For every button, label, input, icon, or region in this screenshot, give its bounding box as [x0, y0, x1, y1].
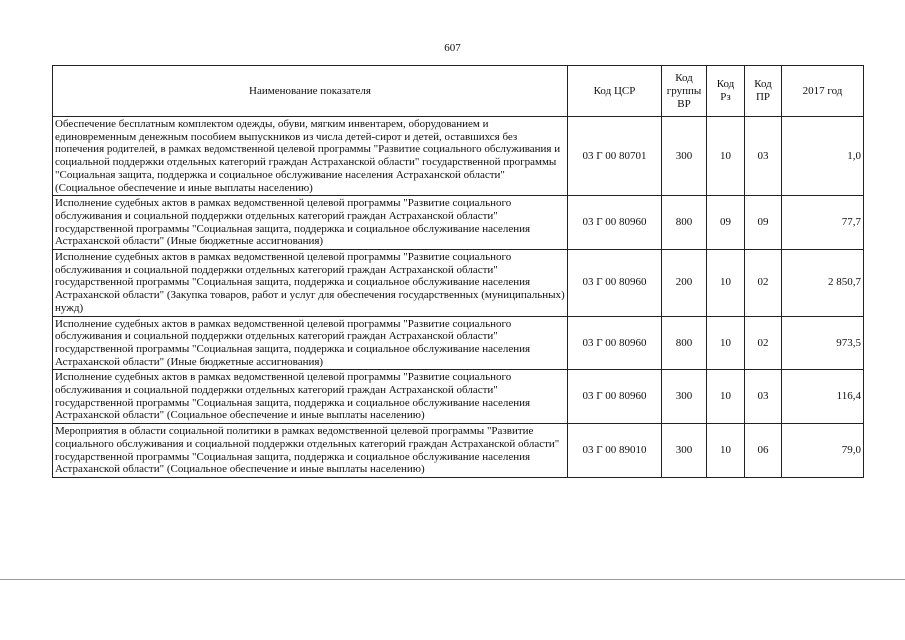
row-value: 79,0 [782, 424, 864, 478]
header-rz [707, 66, 745, 117]
table-row [53, 424, 864, 478]
table-row [53, 117, 864, 196]
row-csr: 03 Г 00 80960 [568, 316, 662, 370]
header-rz-line1: Код [716, 78, 735, 90]
header-rz-line2: Рз [720, 91, 731, 103]
row-value: 1,0 [782, 117, 864, 196]
row-value: 116,4 [782, 370, 864, 424]
row-name: Мероприятия в области социальной политики в рамках ведомственной целевой программы "Развитие социального обслуживания и социальной поддержки отдельных категорий граждан Астраханской области" государственной программы "Социальная защита, поддержка и социальное обслуживание населения Астраханской области" (Социальное обеспечение и иные выплаты населению) [53, 424, 568, 478]
row-rz: 10 [707, 424, 745, 478]
row-csr: 03 Г 00 80960 [568, 370, 662, 424]
row-vr: 800 [662, 196, 707, 250]
table-header-row [53, 66, 864, 117]
table-row [53, 250, 864, 317]
row-name: Исполнение судебных актов в рамках ведомственной целевой программы "Развитие социального обслуживания и социальной поддержки отдельных категорий граждан Астраханской области" государственной программы "Социальная защита, поддержка и социальное обслуживание населения Астраханской области" (Социальное обеспечение и иные выплаты населению) [53, 370, 568, 424]
row-value: 973,5 [782, 316, 864, 370]
row-pr: 03 [745, 370, 782, 424]
header-year: 2017 год [782, 66, 864, 117]
page-number: 607 [444, 42, 461, 54]
row-pr: 06 [745, 424, 782, 478]
table-row [53, 316, 864, 370]
table-row [53, 370, 864, 424]
header-vr [662, 66, 707, 117]
row-csr: 03 Г 00 80960 [568, 196, 662, 250]
row-value: 77,7 [782, 196, 864, 250]
header-pr-line1: Код [754, 78, 772, 90]
scan-line-divider [0, 579, 905, 580]
header-vr-line1: Код [675, 71, 693, 84]
row-value: 2 850,7 [782, 250, 864, 317]
row-name: Исполнение судебных актов в рамках ведомственной целевой программы "Развитие социального обслуживания и социальной поддержки отдельных категорий граждан Астраханской области" государственной программы "Социальная защита, поддержка и социальное обслуживание населения Астраханской области" (Закупка товаров, работ и услуг для обеспечения государственных (муниципальных) нужд) [53, 250, 568, 317]
row-rz: 10 [707, 370, 745, 424]
row-vr: 200 [662, 250, 707, 317]
row-vr: 300 [662, 424, 707, 478]
row-pr: 09 [745, 196, 782, 250]
header-vr-line3: ВР [677, 97, 691, 110]
header-pr-line2: ПР [755, 91, 771, 103]
header-name: Наименование показателя [53, 66, 568, 117]
row-csr: 03 Г 00 89010 [568, 424, 662, 478]
row-rz: 09 [707, 196, 745, 250]
row-pr: 02 [745, 316, 782, 370]
row-rz: 10 [707, 316, 745, 370]
row-rz: 10 [707, 117, 745, 196]
row-pr: 03 [745, 117, 782, 196]
row-rz: 10 [707, 250, 745, 317]
header-pr [745, 66, 782, 117]
row-vr: 800 [662, 316, 707, 370]
row-vr: 300 [662, 117, 707, 196]
row-name: Исполнение судебных актов в рамках ведомственной целевой программы "Развитие социального обслуживания и социальной поддержки отдельных категорий граждан Астраханской области" государственной программы "Социальная защита, поддержка и социальное обслуживание населения Астраханской области" (Иные бюджетные ассигнования) [53, 196, 568, 250]
header-vr-line2: группы [666, 84, 702, 97]
row-name: Исполнение судебных актов в рамках ведомственной целевой программы "Развитие социального обслуживания и социальной поддержки отдельных категорий граждан Астраханской области" государственной программы "Социальная защита, поддержка и социальное обслуживание населения Астраханской области" (Иные бюджетные ассигнования) [53, 316, 568, 370]
row-vr: 300 [662, 370, 707, 424]
row-pr: 02 [745, 250, 782, 317]
row-csr: 03 Г 00 80960 [568, 250, 662, 317]
table-row [53, 196, 864, 250]
header-csr: Код ЦСР [568, 66, 662, 117]
row-csr: 03 Г 00 80701 [568, 117, 662, 196]
row-name: Обеспечение бесплатным комплектом одежды, обуви, мягким инвентарем, оборудованием и единовременным денежным пособием выпускников из числа детей-сирот и детей, оставшихся без попечения родителей, в рамках ведомственной целевой программы "Развитие социального обслуживания и социальной поддержки отдельных категорий граждан Астраханской области" государственной программы "Социальная защита, поддержка и социальное обслуживание населения Астраханской области" (Социальное обеспечение и иные выплаты населению) [53, 117, 568, 196]
budget-table [52, 65, 864, 478]
